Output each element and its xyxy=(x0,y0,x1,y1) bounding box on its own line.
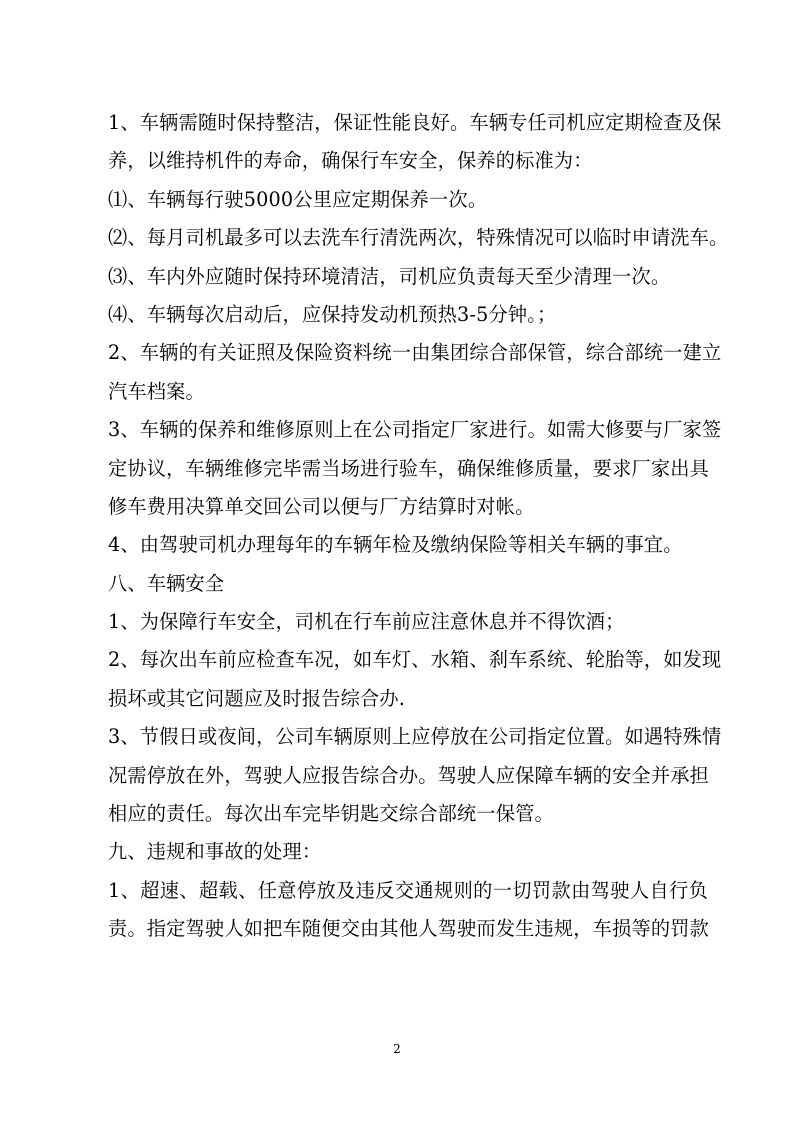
text-line-16: 损坏或其它问题应及时报告综合办. xyxy=(108,686,406,710)
section-heading-vehicle-safety: 八、车辆安全 xyxy=(108,571,225,595)
text-line-8: 汽车档案。 xyxy=(108,379,205,403)
text-line-22: 责。指定驾驶人如把车随便交由其他人驾驶而发生违规，车损等的罚款 xyxy=(108,917,710,941)
text-line-17: 3、节假日或夜间，公司车辆原则上应停放在公司指定位置。如遇特殊情 xyxy=(108,725,722,749)
document-body xyxy=(108,104,729,949)
text-line-11: 修车费用决算单交回公司以便与厂方结算时对帐。 xyxy=(108,494,535,518)
text-line-3: ⑴、车辆每行驶5000公里应定期保养一次。 xyxy=(108,187,488,211)
text-line-21: 1、超速、超载、任意停放及违反交通规则的一切罚款由驾驶人自行负 xyxy=(108,878,708,902)
text-line-19: 相应的责任。每次出车完毕钥匙交综合部统一保管。 xyxy=(108,802,554,826)
section-heading-violations: 九、违规和事故的处理： xyxy=(108,840,322,864)
text-line-14: 1、为保障行车安全，司机在行车前应注意休息并不得饮酒； xyxy=(108,610,625,634)
text-line-18: 况需停放在外，驾驶人应报告综合办。驾驶人应保障车辆的安全并承担 xyxy=(108,763,710,787)
text-line-15: 2、每次出车前应检查车况，如车灯、水箱、刹车系统、轮胎等，如发现 xyxy=(108,648,722,672)
text-line-7: 2、车辆的有关证照及保险资料统一由集团综合部保管，综合部统一建立 xyxy=(108,341,722,365)
text-line-9: 3、车辆的保养和维修原则上在公司指定厂家进行。如需大修要与厂家签 xyxy=(108,418,722,442)
text-line-12: 4、由驾驶司机办理每年的车辆年检及缴纳保险等相关车辆的事宜。 xyxy=(108,533,683,557)
text-line-4: ⑵、每月司机最多可以去洗车行清洗两次，特殊情况可以临时申请洗车。 xyxy=(108,226,729,250)
text-line-5: ⑶、车内外应随时保持环境清洁，司机应负责每天至少清理一次。 xyxy=(108,264,671,288)
page-number: 2 xyxy=(393,1042,401,1056)
text-line-1: 1、车辆需随时保持整洁，保证性能良好。车辆专任司机应定期检查及保 xyxy=(108,111,722,134)
text-line-6: ⑷、车辆每次启动后，应保持发动机预热3-5分钟。； xyxy=(108,302,557,326)
text-line-10: 定协议，车辆维修完毕需当场进行验车，确保维修质量，要求厂家出具 xyxy=(108,456,710,480)
text-line-2: 养，以维持机件的寿命，确保行车安全，保养的标准为： xyxy=(108,149,593,173)
